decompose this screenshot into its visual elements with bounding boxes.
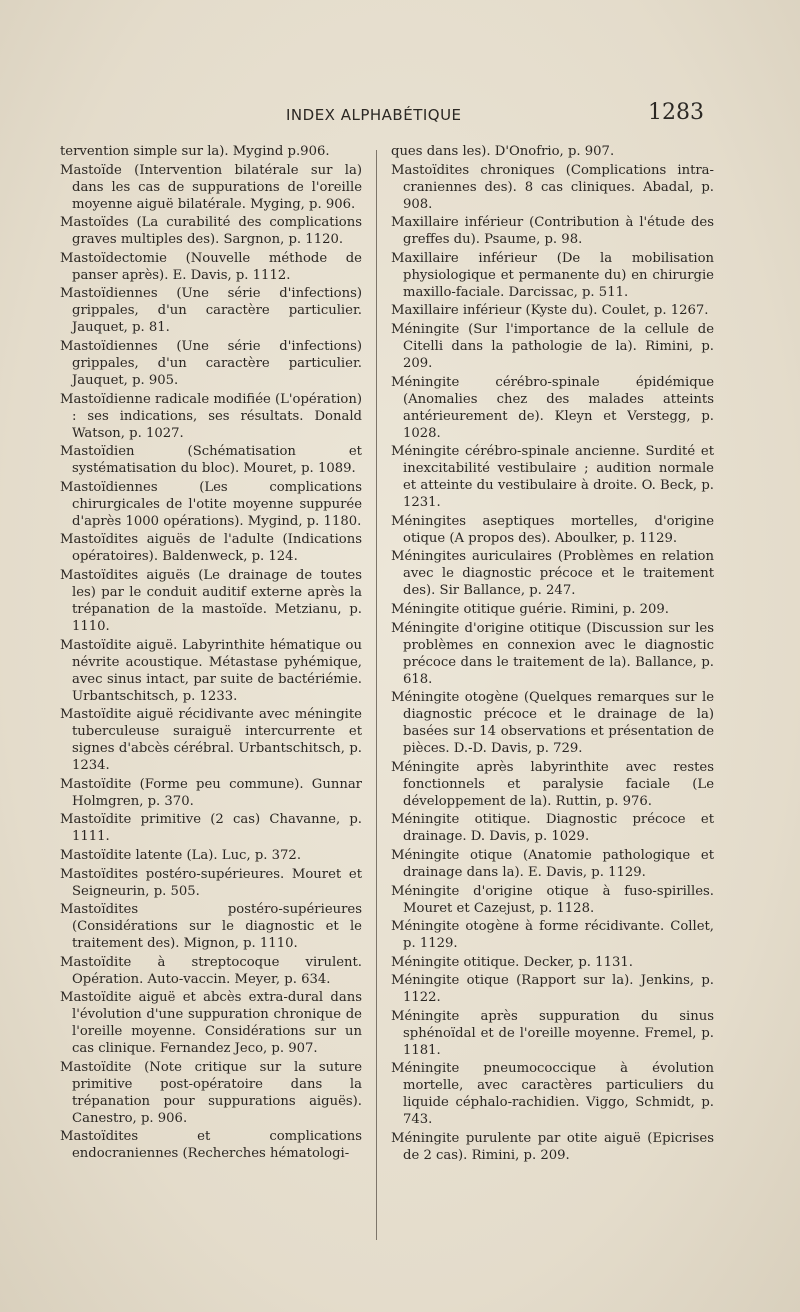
index-entry: Méningite otitique. Decker, p. 1131. [391,954,633,970]
index-entry: Mastoïdite latente (La). Luc, p. 372. [60,847,302,863]
index-entry: Méningites aseptiques mortelles, d'origine otique (A propos des). Aboulker, p. 1129. [391,513,714,546]
index-entry: Méningite cérébro-spinale épidémique (Anomalies chez des malades atteints antérieurement de). Kleyn et Verstegg, p. 1028. [391,374,714,441]
index-entry: Méningite otique (Rapport sur la). Jenkins, p. 1122. [391,973,714,1006]
index-entry: ques dans les). D'Onofrio, p. 907. [391,144,615,159]
index-entry: Méningite cérébro-spinale ancienne. Surdité et inexcitabilité vestibulaire ; audition normale et atteinte du vestibulaire à droite. O. Beck, p. 1231. [391,444,714,511]
index-entry: Méningite d'origine otique à fuso-spirilles. Mouret et Cazejust, p. 1128. [391,883,714,916]
index-entry: Mastoïdites postéro-supérieures. Mouret et Seigneurin, p. 505. [60,866,362,899]
index-entry: Mastoïde (Intervention bilatérale sur la) dans les cas de suppurations de l'oreille moyenne aiguë bilatérale. Myging, p. 906. [60,162,362,212]
index-entry: Maxillaire inférieur (De la mobilisation physiologique et permanente du) en chirurgie maxillo-faciale. Darcissac, p. 511. [391,250,714,300]
index-entry: Mastoïdites aiguës de l'adulte (Indications opératoires). Baldenweck, p. 124. [60,532,362,565]
index-entry: Méningite d'origine otitique (Discussion sur les problèmes en connexion avec le diagnostic précoce dans le traitement de la). Ballance, p. 618. [391,620,714,687]
index-entry: Méningite otogène à forme récidivante. Collet, p. 1129. [391,919,714,952]
index-entry: Mastoïdiennes (Une série d'infections) grippales, d'un caractère particulier. Jauquet, p. 905. [60,338,362,388]
index-entry: Mastoïdien (Schématisation et systématisation du bloc). Mouret, p. 1089. [60,444,362,477]
index-entry: Méningite otogène (Quelques remarques sur le diagnostic précoce et le drainage de la) basées sur 14 observations et présentation de pièces. D.-D. Davis, p. 729. [391,690,714,757]
index-entry: Mastoïdes (La curabilité des complications graves multiples des). Sargnon, p. 1120. [60,215,362,248]
index-entry: Méningite après suppuration du sinus sphénoïdal et de l'oreille moyenne. Fremel, p. 1181. [391,1008,714,1058]
index-entry: Méningite après labyrinthite avec restes fonctionnels et paralysie faciale (Le développement de la). Ruttin, p. 976. [391,759,714,809]
index-entry: Mastoïdite (Note critique sur la suture primitive post-opératoire dans la trépanation pour suppurations aiguës). Canestro, p. 906. [60,1059,362,1126]
index-entry: Mastoïdite aiguë. Labyrinthite hématique ou névrite acoustique. Métastase pyhémique, avec sinus intact, par suite de bactériémie. Urbantschitsch, p. 1233. [60,637,362,704]
running-title: INDEX ALPHABÉTIQUE [286,106,462,124]
index-entry: Mastoïdite à streptocoque virulent. Opération. Auto-vaccin. Meyer, p. 634. [60,954,362,987]
index-entry: Mastoïdites chroniques (Complications intra-craniennes des). 8 cas cliniques. Abadal, p. 908. [391,162,714,212]
index-entry: Méningite otitique guérie. Rimini, p. 209. [391,601,669,617]
index-entry: Méningite purulente par otite aiguë (Epicrises de 2 cas). Rimini, p. 209. [391,1131,714,1164]
index-entry: Mastoïdiennes (Les complications chirurgicales de l'otite moyenne suppurée d'après 1000 opérations). Mygind, p. 1180. [60,479,362,529]
index-entry: Mastoïdienne radicale modifiée (L'opération) : ses indications, ses résultats. Donald Watson, p. 1027. [60,391,362,441]
index-entry: Mastoïdites postéro-supérieures (Considérations sur le diagnostic et le traitement des). Mignon, p. 1110. [60,902,362,952]
index-entry: Mastoïdite aiguë récidivante avec méningite tuberculeuse suraiguë intercurrente et signes d'abcès cérébral. Urbantschitsch, p. 1234. [60,707,362,774]
index-entry: Mastoïdite aiguë et abcès extra-dural dans l'évolution d'une suppuration chronique de l'oreille moyenne. Considérations sur un cas clinique. Fernandez Jeco, p. 907. [60,990,362,1057]
index-entry: Maxillaire inférieur (Kyste du). Coulet, p. 1267. [391,303,709,319]
index-entry: Mastoïdiennes (Une série d'infections) grippales, d'un caractère particulier. Jauquet, p. 81. [60,286,362,336]
index-entry: Méningite otique (Anatomie pathologique et drainage dans la). E. Davis, p. 1129. [391,847,714,880]
index-entry: Mastoïdite primitive (2 cas) Chavanne, p. 1111. [60,812,362,845]
index-entry: Méningite otitique. Diagnostic précoce et drainage. D. Davis, p. 1029. [391,812,714,845]
page-number: 1283 [648,100,704,125]
right-column [391,143,714,1166]
left-column [60,143,362,1164]
index-entry: tervention simple sur la). Mygind p.906. [60,144,330,159]
index-entry: Méningite (Sur l'importance de la cellule de Citelli dans la pathologie de la). Rimini, p. 209. [391,321,714,371]
index-entry: Mastoïdectomie (Nouvelle méthode de panser après). E. Davis, p. 1112. [60,250,362,283]
index-entry: Méningites auriculaires (Problèmes en relation avec le diagnostic précoce et le traitement des). Sir Ballance, p. 247. [391,549,714,599]
index-entry: Mastoïdites aiguës (Le drainage de toutes les) par le conduit auditif externe après la trépanation de la mastoïde. Metzianu, p. 1110. [60,567,362,634]
page-header [0,100,800,132]
index-entry: Maxillaire inférieur (Contribution à l'étude des greffes du). Psaume, p. 98. [391,215,714,248]
index-entry: Mastoïdites et complications endocraniennes (Recherches hématologi- [60,1129,362,1162]
column-divider [376,150,377,1240]
index-entry: Mastoïdite (Forme peu commune). Gunnar Holmgren, p. 370. [60,776,362,809]
index-entry: Méningite pneumococcique à évolution mortelle, avec caractères particuliers du liquide céphalo-rachidien. Viggo, Schmidt, p. 743. [391,1061,714,1128]
